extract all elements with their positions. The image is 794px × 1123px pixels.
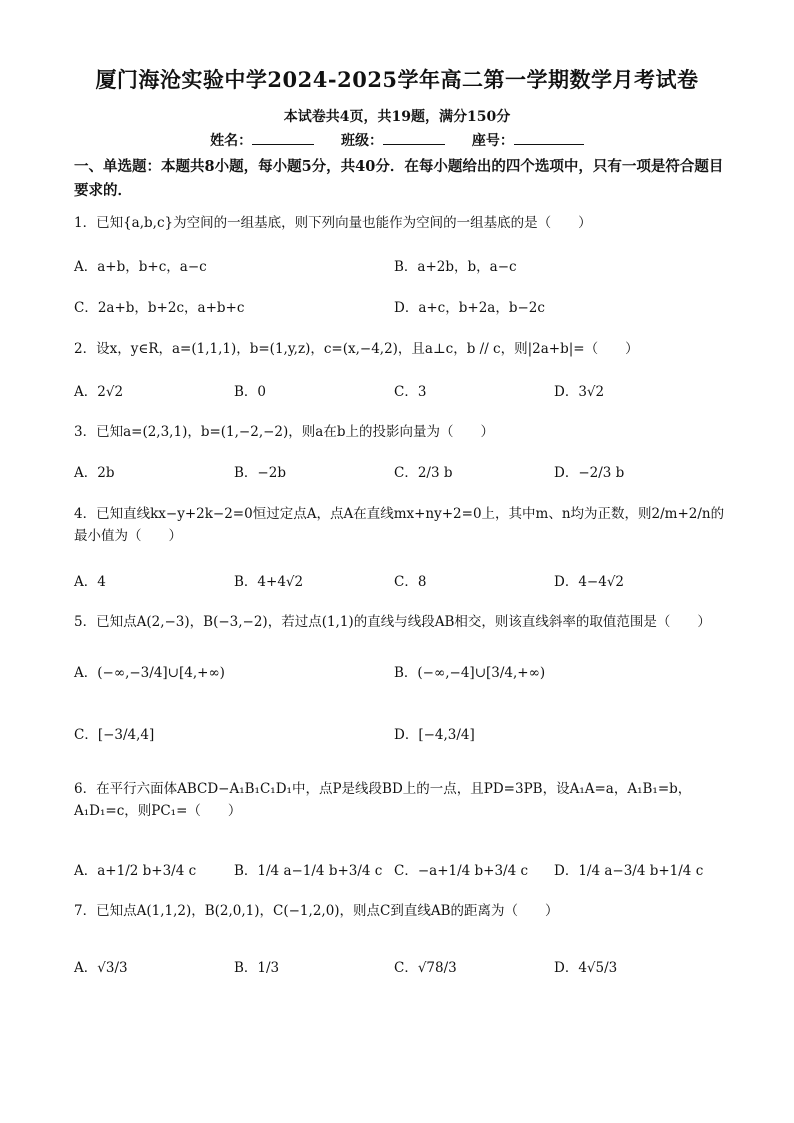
question-6-option-c[interactable]: C．−a+1/4 b+3/4 c (394, 863, 529, 879)
question-6-option-d[interactable]: D．1/4 a−3/4 b+1/4 c (554, 863, 704, 879)
seat-blank[interactable] (514, 130, 584, 145)
question-1-stem: 1．已知{a,b,c}为空间的一组基底，则下列向量也能作为空间的一组基底的是（ ） (74, 215, 592, 231)
exam-title: 厦门海沧实验中学2024-2025学年高二第一学期数学月考试卷 (95, 67, 699, 92)
question-7-option-b[interactable]: B．1/3 (234, 960, 280, 976)
question-7-stem: 7．已知点A(1,1,2)，B(2,0,1)，C(−1,2,0)，则点C到直线AB的距离为（ ） (74, 903, 559, 919)
question-2-option-b[interactable]: B．0 (234, 384, 267, 400)
exam-subtitle: 本试卷共4页，共19题，满分150分 (283, 109, 511, 125)
question-6-stem: 6．在平行六面体ABCD−A₁B₁C₁D₁中，点P是线段BD上的一点，且PD=3PB，设A₁A=a，A₁B₁=b，A₁D₁=c，则PC₁=（ ） (74, 781, 692, 819)
question-5-option-d[interactable]: D．[−4,3/4] (394, 727, 475, 743)
question-4-option-b[interactable]: B．4+4√2 (234, 574, 304, 590)
name-blank[interactable] (252, 130, 314, 145)
question-5-option-c[interactable]: C．[−3/4,4] (74, 727, 155, 743)
question-3-option-d[interactable]: D．−2/3 b (554, 465, 625, 481)
section-heading: 一、单选题：本题共8小题，每小题5分，共40分．在每小题给出的四个选项中，只有一项是符合题目要求的． (74, 158, 724, 199)
student-info-line (0, 130, 794, 150)
question-2-option-a[interactable]: A．2√2 (74, 384, 124, 400)
question-2-option-c[interactable]: C．3 (394, 384, 427, 400)
question-4-option-a[interactable]: A．4 (74, 574, 106, 590)
question-7-option-d[interactable]: D．4√5/3 (554, 960, 618, 976)
question-1-option-b[interactable]: B．a+2b，b，a−c (394, 259, 517, 275)
question-6-option-a[interactable]: A．a+1/2 b+3/4 c (74, 863, 197, 879)
question-4-option-c[interactable]: C．8 (394, 574, 427, 590)
question-1-option-d[interactable]: D．a+c，b+2a，b−2c (394, 300, 545, 316)
question-5-stem: 5．已知点A(2,−3)，B(−3,−2)，若过点(1,1)的直线与线段AB相交，则该直线斜率的取值范围是（ ） (74, 614, 711, 630)
question-1-option-c[interactable]: C．2a+b，b+2c，a+b+c (74, 300, 245, 316)
question-7-option-a[interactable]: A．√3/3 (74, 960, 128, 976)
question-7-option-c[interactable]: C．√78/3 (394, 960, 457, 976)
question-4-stem: 4．已知直线kx−y+2k−2=0恒过定点A，点A在直线mx+ny+2=0上，其中m、n均为正数，则2/m+2/n的最小值为（ ） (74, 506, 725, 544)
question-5-option-a[interactable]: A．(−∞,−3/4]∪[4,+∞) (74, 665, 225, 681)
question-3-option-b[interactable]: B．−2b (234, 465, 286, 481)
question-3-option-c[interactable]: C．2/3 b (394, 465, 453, 481)
question-3-stem: 3．已知a=(2,3,1)，b=(1,−2,−2)，则a在b上的投影向量为（ ） (74, 424, 494, 440)
seat-label: 座号： (471, 133, 514, 149)
question-6-option-b[interactable]: B．1/4 a−1/4 b+3/4 c (234, 863, 383, 879)
name-label: 姓名： (210, 133, 253, 149)
class-blank[interactable] (383, 130, 445, 145)
question-2-option-d[interactable]: D．3√2 (554, 384, 605, 400)
question-5-option-b[interactable]: B．(−∞,−4]∪[3/4,+∞) (394, 665, 546, 681)
class-label: 班级： (341, 133, 383, 149)
question-1-option-a[interactable]: A．a+b，b+c，a−c (74, 259, 207, 275)
question-2-stem: 2．设x，y∈R，a=(1,1,1)，b=(1,y,z)，c=(x,−4,2)，且a⊥c，b // c，则|2a+b|=（ ） (74, 341, 639, 357)
question-3-option-a[interactable]: A．2b (74, 465, 115, 481)
question-4-option-d[interactable]: D．4−4√2 (554, 574, 625, 590)
